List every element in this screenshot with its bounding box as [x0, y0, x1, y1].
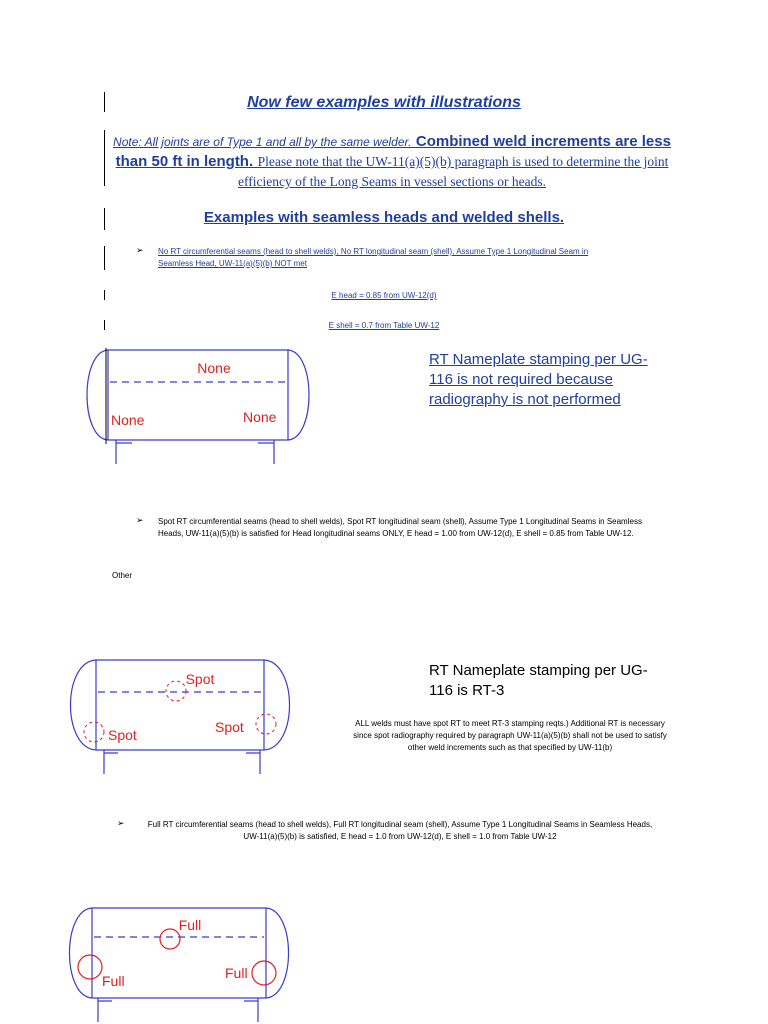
bullet-arrow-icon: ➢ — [117, 818, 125, 828]
e-shell-line: E shell = 0.7 from Table UW-12 — [328, 321, 440, 330]
rt-small-note: ALL welds must have spot RT to meet RT-3 stamping reqts.) Additional RT is necessary since spot radiography required by paragraph UW-11(a)(5)(b) shall not be used to satisfy other weld increments such as that specified by UW-11(b) — [353, 719, 667, 752]
section-subtitle: Examples with seamless heads and welded shells. — [203, 209, 565, 226]
intro-note — [112, 132, 672, 192]
label-full-left: Full — [102, 973, 125, 989]
label-none-top: None — [197, 360, 231, 376]
other-label: Other — [112, 571, 133, 580]
label-spot-left: Spot — [108, 727, 137, 743]
example1-bullet-text: No RT circumferential seams (head to shell welds), No RT longitudinal seam (shell), Assume Type 1 Longitudinal Seam in Seamless Head, UW-11(a)(5)(b) NOT met — [158, 247, 589, 268]
bullet-arrow-icon: ➢ — [136, 515, 144, 525]
label-spot-top: Spot — [185, 671, 215, 687]
label-spot-right: Spot — [215, 719, 244, 735]
rt-note-2: RT Nameplate stamping per UG-116 is RT-3 — [429, 662, 648, 699]
change-bar — [104, 130, 105, 186]
e-head-line: E head = 0.85 from UW-12(d) — [331, 291, 437, 300]
vessel-diagram-full — [60, 900, 300, 1024]
label-none-left: None — [111, 412, 145, 428]
bullet-arrow-icon: ➢ — [136, 245, 144, 255]
example2-bullet-text: Spot RT circumferential seams (head to shell welds), Spot RT longitudinal seam (shell), Assume Type 1 Longitudinal Seams in Seamless Heads, UW-11(a)(5)(b) is satisfied for Head longitudinal seams ONLY, E head = 1.00 from UW-12(d), E shell = 0.85 from Table UW-12. — [158, 517, 642, 538]
note-serif: Please note that the UW-11(a)(5)(b) paragraph is used to determine the joint efficiency of the Long Seams in vessel sections or heads. — [238, 154, 669, 189]
rt-note-1: RT Nameplate stamping per UG-116 is not required because radiography is not performed — [429, 351, 648, 408]
vessel-diagram-none — [80, 340, 320, 470]
label-full-right: Full — [225, 965, 248, 981]
example3-bullet-text: Full RT circumferential seams (head to shell welds), Full RT longitudinal seam (shell), Assume Type 1 Longitudinal Seams in Seamless Heads, UW-11(a)(5)(b) is satisfied, E head = 1.0 from UW-12(d), E shell = 1.0 from Table UW-12 — [147, 820, 653, 841]
vessel-diagram-spot — [66, 650, 306, 780]
label-full-top: Full — [178, 917, 202, 933]
page-title: Now few examples with illustrations — [247, 94, 521, 111]
change-bar — [104, 246, 105, 270]
note-bold: Combined weld increments are less than 50 ft in length. — [115, 133, 671, 170]
note-italic: Note: All joints are of Type 1 and all by the same welder. — [113, 135, 412, 149]
label-none-right: None — [243, 409, 277, 425]
